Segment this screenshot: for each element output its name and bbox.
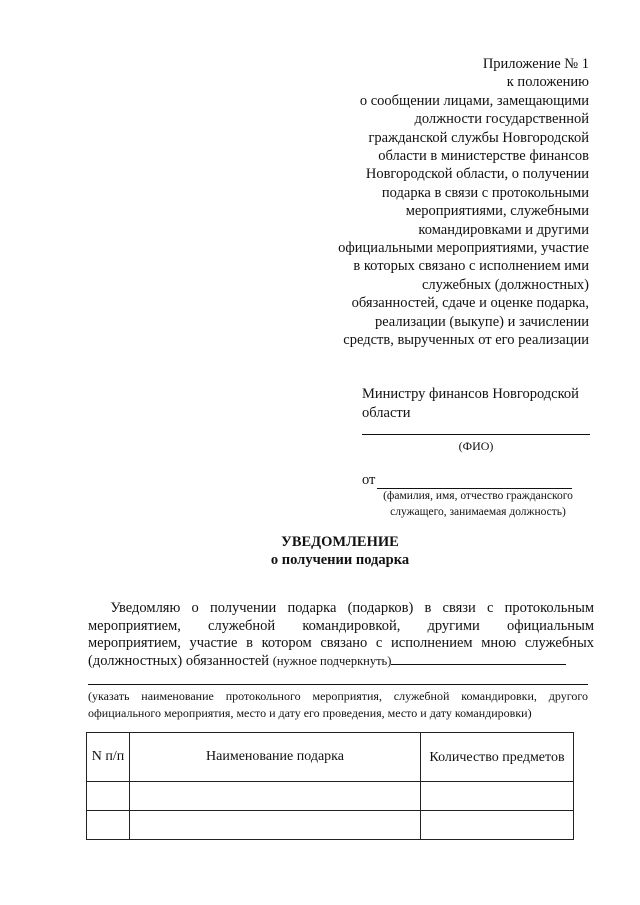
appendix-line: обязанностей, сдаче и оценке подарка, bbox=[351, 295, 589, 312]
instruction-text: (указать наименование протокольного мероприятия, служебной командировки, другого официального мероприятия, место и дату его проведения, место и дату командировки) bbox=[88, 689, 588, 720]
column-header-gift-name: Наименование подарка bbox=[130, 733, 421, 782]
from-caption-line: служащего, занимаемая должность) bbox=[390, 506, 566, 518]
appendix-line: подарка в связи с протокольными bbox=[381, 184, 589, 201]
appendix-line: служебных (должностных) bbox=[422, 276, 589, 293]
event-input-line[interactable] bbox=[391, 654, 566, 665]
body-text: Уведомляю о получении подарка (подарков) в связи с протокольным мероприятием, служебной командировкой, другими официальным мероприятием, участие в котором связано с исполнением мною служебных (должностных) обязанностей bbox=[88, 600, 594, 669]
table-cell[interactable] bbox=[421, 811, 574, 840]
table-header-row bbox=[87, 733, 574, 782]
addressee-to: Министру финансов Новгородской области bbox=[362, 386, 579, 421]
appendix-line: в которых связано с исполнением ими bbox=[353, 258, 589, 275]
appendix-line: области в министерстве финансов bbox=[378, 148, 589, 165]
fio-caption: (ФИО) bbox=[458, 439, 494, 453]
table-cell[interactable] bbox=[87, 782, 130, 811]
from-label: от bbox=[362, 472, 376, 488]
title-sub: о получении подарка bbox=[270, 552, 410, 568]
appendix-line: средств, вырученных от его реализации bbox=[343, 332, 589, 349]
appendix-line: к положению bbox=[506, 74, 589, 91]
table-cell[interactable] bbox=[130, 782, 421, 811]
from-row bbox=[362, 472, 594, 489]
column-header-quantity: Количество предметов bbox=[421, 733, 574, 782]
table-cell[interactable] bbox=[421, 782, 574, 811]
appendix-line: гражданской службы Новгородской bbox=[368, 129, 589, 146]
document-title bbox=[150, 533, 530, 569]
appendix-line: Приложение № 1 bbox=[482, 56, 589, 72]
notification-body bbox=[88, 600, 594, 670]
body-note: (нужное подчеркнуть) bbox=[272, 653, 392, 668]
appendix-line: Новгородской области, о получении bbox=[365, 166, 589, 183]
appendix-line: о сообщении лицами, замещающими bbox=[359, 92, 589, 109]
table-row bbox=[87, 811, 574, 840]
table-row bbox=[87, 782, 574, 811]
appendix-line: командировками и другими bbox=[418, 221, 589, 238]
table-cell[interactable] bbox=[87, 811, 130, 840]
appendix-line: мероприятиями, служебными bbox=[405, 203, 589, 220]
fio-input-line[interactable] bbox=[362, 434, 590, 435]
from-caption bbox=[362, 488, 594, 520]
appendix-line: реализации (выкупе) и зачислении bbox=[374, 313, 589, 330]
event-input-line-full[interactable] bbox=[88, 684, 588, 685]
appendix-line: официальными мероприятиями, участие bbox=[338, 240, 589, 257]
appendix-header bbox=[300, 55, 589, 350]
table-cell[interactable] bbox=[130, 811, 421, 840]
gifts-table bbox=[86, 732, 574, 840]
from-caption-line: (фамилия, имя, отчество гражданского bbox=[383, 490, 573, 502]
column-header-number: N п/п bbox=[87, 733, 130, 782]
title-main: УВЕДОМЛЕНИЕ bbox=[281, 534, 399, 550]
appendix-line: должности государственной bbox=[414, 111, 589, 128]
